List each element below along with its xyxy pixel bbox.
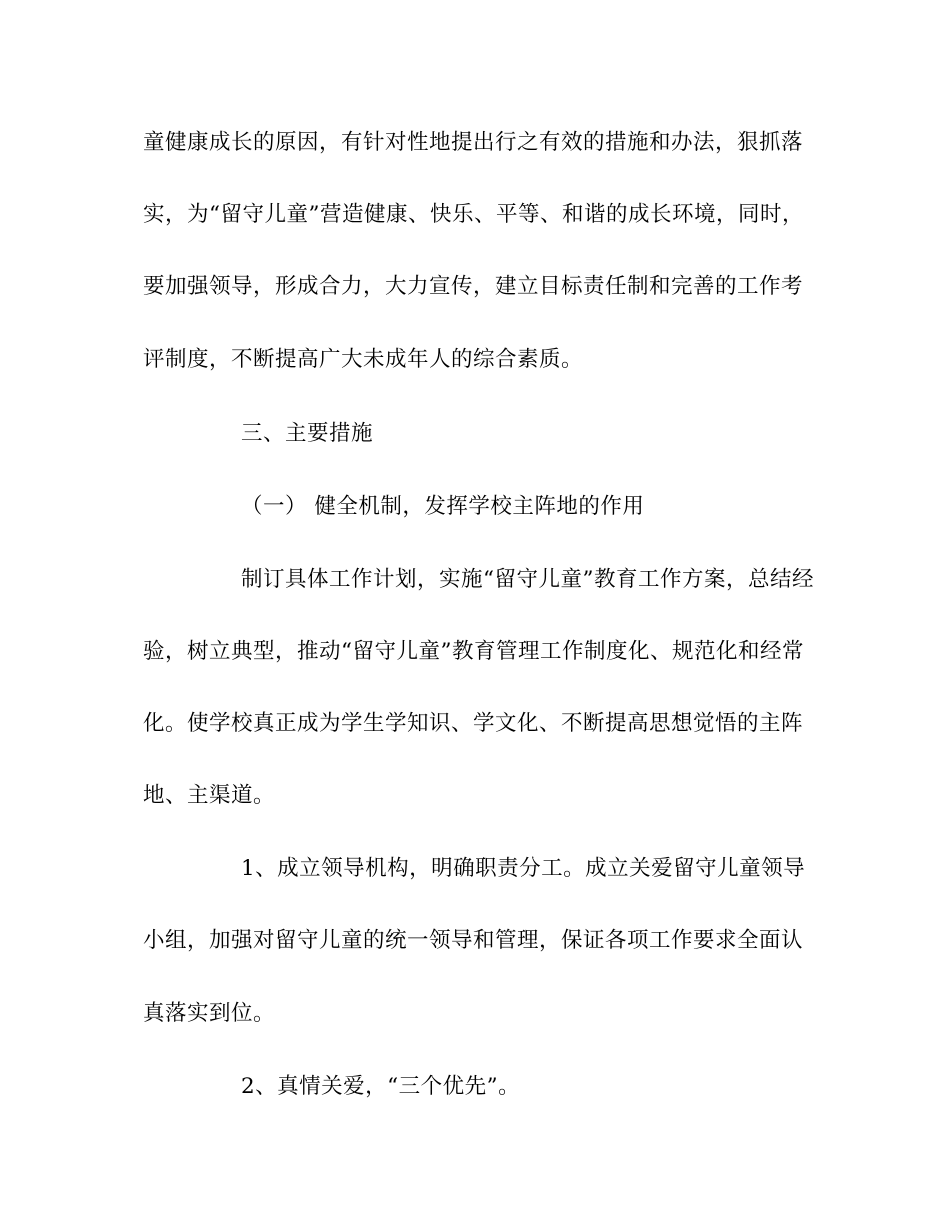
- paragraph-line: 化。使学校真正成为学生学知识、学文化、不断提高思想觉悟的主阵: [143, 711, 804, 736]
- paragraph-line: 真落实到位。: [143, 1001, 276, 1026]
- subsection-heading: （一） 健全机制，发挥学校主阵地的作用: [241, 494, 645, 519]
- paragraph-line: 验，树立典型，推动“留守儿童”教育管理工作制度化、规范化和经常: [143, 639, 804, 664]
- paragraph-line: 制订具体工作计划，实施“留守儿童”教育工作方案，总结经: [241, 567, 814, 592]
- paragraph-line: 实，为“留守儿童”营造健康、快乐、平等、和谐的成长环境，同时，: [143, 202, 804, 227]
- list-item-2: 2、真情关爱，“三个优先”。: [241, 1074, 521, 1099]
- list-item-1: 1、成立领导机构，明确职责分工。成立关爱留守儿童领导: [241, 856, 806, 881]
- paragraph-line: 地、主渠道。: [143, 783, 276, 808]
- paragraph-line: 童健康成长的原因，有针对性地提出行之有效的措施和办法，狠抓落: [143, 130, 804, 155]
- section-heading: 三、主要措施: [241, 421, 374, 446]
- paragraph-line: 要加强领导，形成合力，大力宣传，建立目标责任制和完善的工作考: [143, 274, 804, 299]
- paragraph-line: 评制度，不断提高广大未成年人的综合素质。: [143, 347, 584, 372]
- paragraph-line: 小组，加强对留守儿童的统一领导和管理，保证各项工作要求全面认: [143, 928, 804, 953]
